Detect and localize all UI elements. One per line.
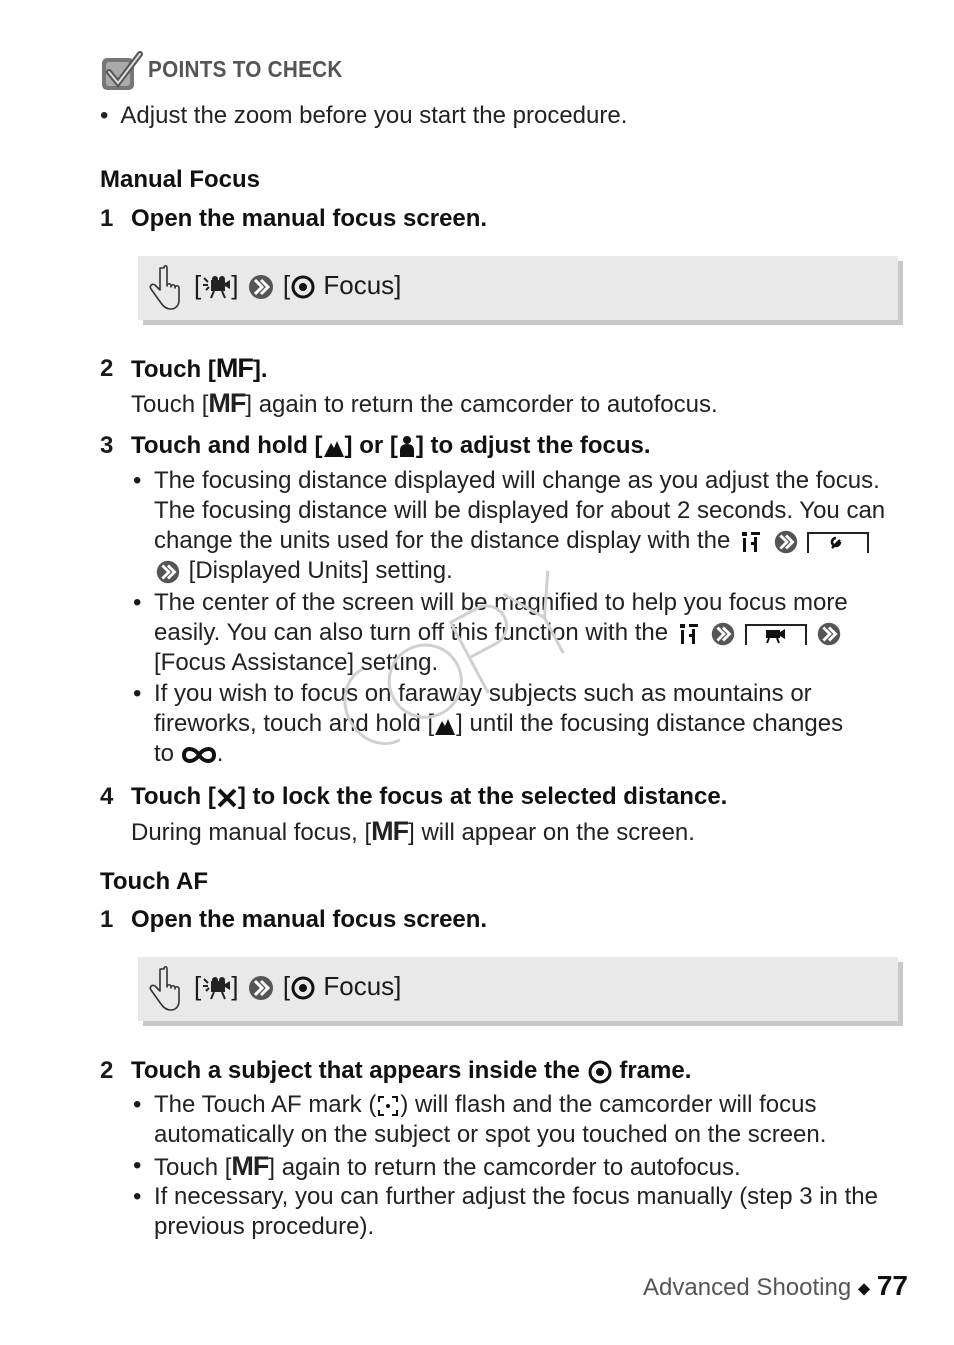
arrow-right-icon: [709, 621, 737, 647]
wrench-tab-icon: [806, 530, 870, 554]
step-number: 2: [100, 1057, 114, 1084]
step-title: Touch and hold [ ] or [ ] to adjust the focus.: [131, 432, 651, 459]
mf-icon: MF: [371, 816, 409, 846]
page-number: 77: [876, 1270, 908, 1301]
arrow-right-icon: [815, 621, 843, 647]
bullet-text: If you wish to focus on faraway subjects such as mountains or fireworks, touch and hold [ ] until the focusing distance changes to .: [154, 680, 844, 767]
bullet: •: [133, 1091, 142, 1118]
checklist-icon: [100, 50, 144, 92]
mf-icon: MF: [208, 388, 246, 418]
step-number: 2: [100, 355, 114, 382]
person-near-icon: [398, 435, 416, 459]
step-title: Touch [MF].: [131, 353, 268, 383]
mf-icon: MF: [215, 353, 253, 383]
points-item: • Adjust the zoom before you start the procedure.: [100, 102, 628, 129]
bullet-text: If necessary, you can further adjust the focus manually (step 3 in the previous procedure).: [154, 1183, 878, 1240]
step-number: 1: [100, 906, 114, 933]
diamond-icon: ◆: [857, 1280, 871, 1298]
bullet-text: The focusing distance displayed will change as you adjust the focus. The focusing distance will be displayed for about 2 seconds. You can change the units used for the distance display with the [Displayed Units] setting.: [154, 467, 886, 584]
touch-hand-icon: [148, 965, 180, 1013]
camera-tab-icon: [744, 622, 808, 646]
step-number: 4: [100, 783, 114, 810]
step-title: Touch [ ] to lock the focus at the selected distance.: [131, 783, 728, 810]
touch-af-mark-icon: [376, 1094, 400, 1118]
camera-menu-icon: [201, 975, 231, 1001]
arrow-right-icon: [246, 274, 276, 300]
focus-target-icon: [290, 975, 316, 1001]
bullet: •: [133, 1152, 142, 1179]
setup-menu-icon: [737, 528, 765, 556]
bullet: •: [133, 680, 142, 707]
bullet-text: Touch [MF] again to return the camcorder to autofocus.: [154, 1151, 741, 1181]
step-title: Touch a subject that appears inside the frame.: [131, 1057, 692, 1084]
camera-menu-icon: [201, 274, 231, 300]
arrow-right-icon: [772, 529, 800, 555]
step-body: During manual focus, [MF] will appear on the screen.: [131, 816, 695, 846]
footer-section: Advanced Shooting: [643, 1274, 852, 1301]
focus-target-icon: [587, 1059, 613, 1085]
nav-path-box: [ ] [ Focus]: [138, 957, 898, 1021]
step-number: 1: [100, 205, 114, 232]
touch-hand-icon: [148, 264, 180, 312]
focus-target-icon: [290, 274, 316, 300]
nav-focus-label: Focus]: [323, 971, 402, 1001]
step-title: Open the manual focus screen.: [131, 906, 488, 933]
section-heading-touch-af: Touch AF: [100, 868, 208, 895]
step-number: 3: [100, 432, 114, 459]
arrow-right-icon: [154, 559, 182, 585]
arrow-right-icon: [246, 975, 276, 1001]
step-title: Open the manual focus screen.: [131, 205, 488, 232]
step-body: Touch [MF] again to return the camcorder to autofocus.: [131, 388, 718, 418]
close-icon: [216, 787, 238, 809]
bullet-text: The Touch AF mark ( ) will flash and the camcorder will focus automatically on the subject or spot you touched on the screen.: [154, 1091, 827, 1148]
mountain-far-icon: [434, 713, 456, 737]
nav-focus-label: Focus]: [323, 270, 402, 300]
points-title: POINTS TO CHECK: [148, 56, 343, 82]
bullet: •: [133, 467, 142, 494]
bullet: •: [133, 589, 142, 616]
page-footer: [643, 1270, 908, 1302]
nav-path-box: [ ] [ Focus]: [138, 256, 898, 320]
bullet-text: The center of the screen will be magnified to help you focus more easily. You can also turn off this function with the [Focus Assistance] setting.: [154, 589, 848, 676]
bullet: •: [133, 1183, 142, 1210]
setup-menu-icon: [675, 620, 703, 648]
mountain-far-icon: [323, 435, 345, 459]
infinity-icon: [181, 744, 217, 766]
mf-icon: MF: [231, 1151, 269, 1181]
section-heading-manual-focus: Manual Focus: [100, 166, 261, 193]
